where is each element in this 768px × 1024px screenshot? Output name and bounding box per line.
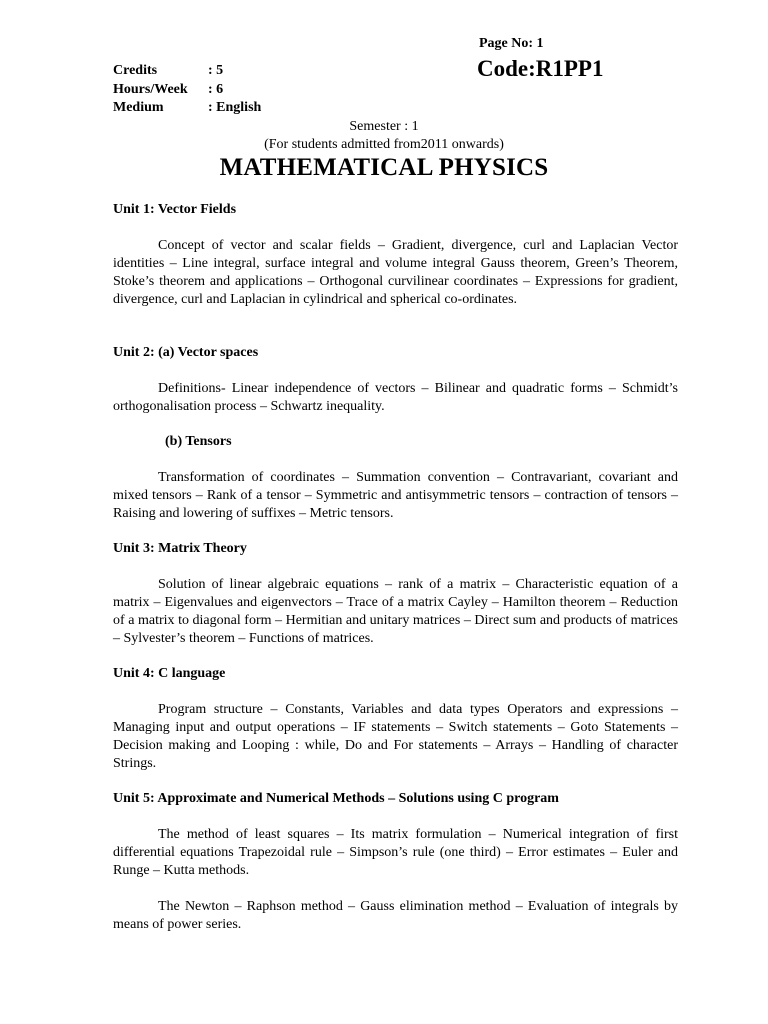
- credits-row: [113, 63, 223, 79]
- unit-2b-heading: (b) Tensors: [165, 434, 232, 449]
- medium-label: Medium: [113, 100, 164, 115]
- hours-value: : 6: [208, 82, 224, 97]
- course-code: Code:R1PP1: [477, 56, 604, 81]
- unit-5-text-2: The Newton – Raphson method – Gauss elimination method – Evaluation of integrals by means of power series.: [113, 899, 678, 933]
- unit-2a-heading: Unit 2: (a) Vector spaces: [113, 345, 259, 360]
- unit-3-text: Solution of linear algebraic equations – rank of a matrix – Characteristic equation of a matrix – Eigenvalues and eigenvectors – Trace of a matrix Cayley – Hamilton theorem – Reduction of a matrix to diagonal form – Hermitian and unitary matrices – Direct sum and products of matrices – Sylvester’s theorem – Functions of matrices.: [113, 577, 678, 647]
- admission-note: (For students admitted from2011 onwards): [264, 137, 504, 152]
- hours-row: [113, 82, 223, 98]
- credits-value: : 5: [208, 63, 224, 78]
- unit-3-heading: Unit 3: Matrix Theory: [113, 541, 247, 556]
- credits-label: Credits: [113, 63, 158, 78]
- unit-2b-text: Transformation of coordinates – Summation convention – Contravariant, covariant and mixed tensors – Rank of a tensor – Symmetric and antisymmetric tensors – contraction of tensors – Raising and lowering of suffixes – Metric tensors.: [113, 470, 678, 522]
- semester-line: Semester : 1: [349, 119, 419, 134]
- page-number: Page No: 1: [479, 36, 544, 51]
- medium-row: [113, 100, 261, 116]
- unit-4-heading: Unit 4: C language: [113, 666, 226, 681]
- unit-2a-text: Definitions- Linear independence of vectors – Bilinear and quadratic forms – Schmidt’s orthogonalisation process – Schwartz inequality.: [113, 381, 678, 415]
- unit-1-text: Concept of vector and scalar fields – Gradient, divergence, curl and Laplacian Vector identities – Line integral, surface integral and volume integral Gauss theorem, Green’s Theorem, Stoke’s theorem and applications – Orthogonal curvilinear coordinates – Expressions for gradient, divergence, curl and Laplacian in cylindrical and spherical co-ordinates.: [113, 238, 678, 308]
- unit-4-text: Program structure – Constants, Variables and data types Operators and expressions – Managing input and output operations – IF statements – Switch statements – Goto Statements – Decision making and Looping : while, Do and For statements – Arrays – Handling of character Strings.: [113, 702, 678, 772]
- unit-5-text-1: The method of least squares – Its matrix formulation – Numerical integration of first differential equations Trapezoidal rule – Simpson’s rule (one third) – Error estimates – Euler and Runge – Kutta methods.: [113, 827, 678, 879]
- page-title: MATHEMATICAL PHYSICS: [219, 154, 549, 181]
- unit-5-heading: Unit 5: Approximate and Numerical Methods – Solutions using C program: [113, 791, 559, 806]
- hours-label: Hours/Week: [113, 82, 188, 97]
- unit-1-heading: Unit 1: Vector Fields: [113, 202, 237, 217]
- medium-value: : English: [208, 100, 262, 115]
